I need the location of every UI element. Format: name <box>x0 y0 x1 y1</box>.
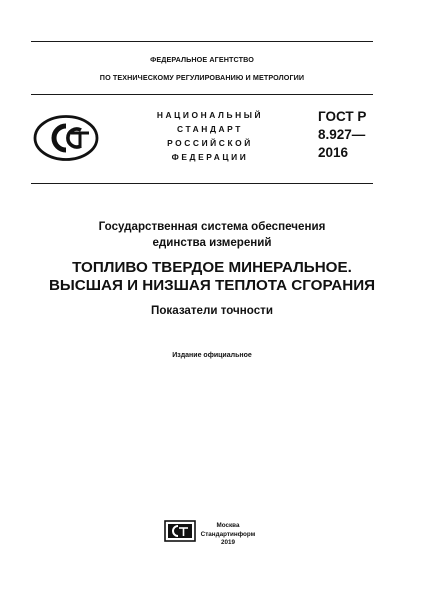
standartinform-logo-icon <box>164 520 196 542</box>
gost-r-logo-icon <box>33 114 99 162</box>
document-title <box>0 259 424 295</box>
system-title <box>0 219 424 251</box>
system-title-line-2: единства измерений <box>152 236 272 249</box>
edition-label: Издание официальное <box>172 352 252 359</box>
system-title-line-1: Государственная система обеспечения <box>98 220 326 233</box>
gost-line-3: 2016 <box>318 145 349 160</box>
header-rule <box>31 94 373 95</box>
agency-line-1: ФЕДЕРАЛЬНОЕ АГЕНТСТВО <box>150 55 254 64</box>
gost-line-2: 8.927— <box>318 127 366 142</box>
standard-line-1: НАЦИОНАЛЬНЫЙ <box>156 110 264 120</box>
agency-line-2: ПО ТЕХНИЧЕСКОМУ РЕГУЛИРОВАНИЮ И МЕТРОЛОГИИ <box>99 73 305 82</box>
designation-rule <box>31 183 373 184</box>
standard-line-2: СТАНДАРТ <box>177 124 243 134</box>
gost-line-1: ГОСТ Р <box>318 109 367 124</box>
standard-label <box>150 108 270 164</box>
document-subtitle: Показатели точности <box>151 304 273 317</box>
standard-line-3: РОССИЙСКОЙ <box>167 138 253 148</box>
document-title-line-1: ТОПЛИВО ТВЕРДОЕ МИНЕРАЛЬНОЕ. <box>72 259 352 276</box>
publisher-year: 2019 <box>220 539 235 546</box>
gost-designation <box>318 108 366 162</box>
publisher-city: Москва <box>216 522 240 529</box>
publisher-name: Стандартинформ <box>200 530 256 538</box>
publisher-imprint <box>198 522 258 548</box>
standard-line-4: ФЕДЕРАЦИИ <box>171 152 249 162</box>
top-rule <box>31 41 373 42</box>
document-title-line-2: ВЫСШАЯ И НИЗШАЯ ТЕПЛОТА СГОРАНИЯ <box>48 277 376 294</box>
